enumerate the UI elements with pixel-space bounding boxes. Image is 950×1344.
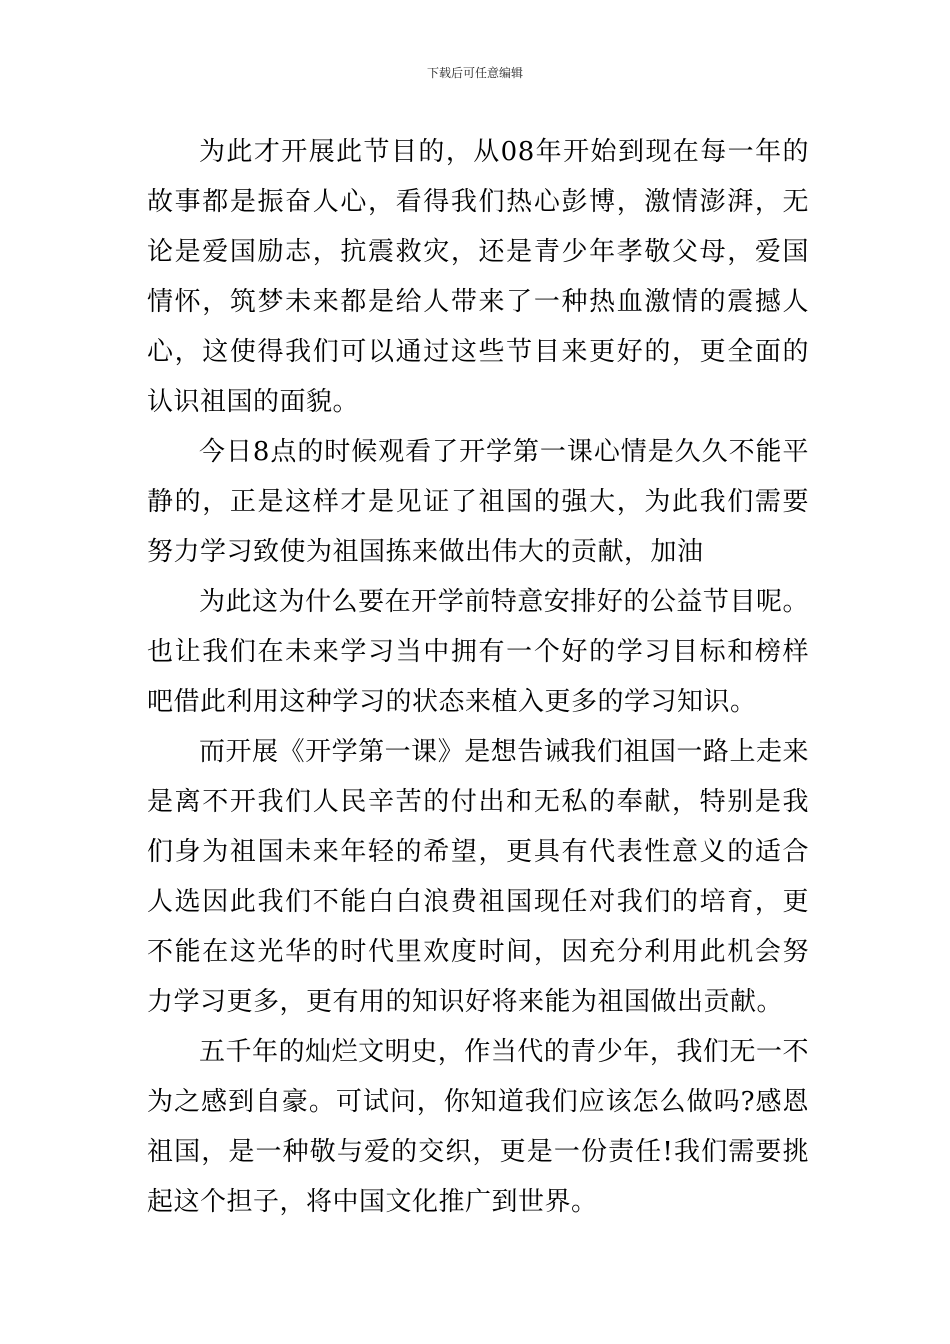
paragraph-3: 为此这为什么要在开学前特意安排好的公益节目呢。也让我们在未来学习当中拥有一个好的学习目标和榜样吧借此利用这种学习的状态来植入更多的学习知识。	[147, 587, 809, 717]
paragraph-2: 今日8点的时候观看了开学第一课心情是久久不能平静的，正是这样才是见证了祖国的强大，为此我们需要努力学习致使为祖国拣来做出伟大的贡献，加油	[147, 437, 809, 567]
page-header: 下载后可任意编辑	[426, 66, 523, 80]
paragraph-4: 而开展《开学第一课》是想告诫我们祖国一路上走来是离不开我们人民辛苦的付出和无私的奉献，特别是我们身为祖国未来年轻的希望，更具有代表性意义的适合人选因此我们不能白白浪费祖国现任对我们的培育，更不能在这光华的时代里欢度时间，因充分利用此机会努力学习更多，更有用的知识好将来能为祖国做出贡献。	[147, 737, 809, 1017]
paragraph-1: 为此才开展此节目的，从08年开始到现在每一年的故事都是振奋人心，看得我们热心彭博，激情澎湃，无论是爱国励志，抗震救灾，还是青少年孝敬父母，爱国情怀，筑梦未来都是给人带来了一种热血激情的震撼人心，这使得我们可以通过这些节目来更好的，更全面的认识祖国的面貌。	[147, 137, 809, 417]
document-body	[147, 127, 809, 1227]
paragraph-5: 五千年的灿烂文明史，作当代的青少年，我们无一不为之感到自豪。可试问，你知道我们应该怎么做吗?感恩祖国，是一种敬与爱的交织，更是一份责任!我们需要挑起这个担子，将中国文化推广到世界。	[147, 1037, 809, 1217]
